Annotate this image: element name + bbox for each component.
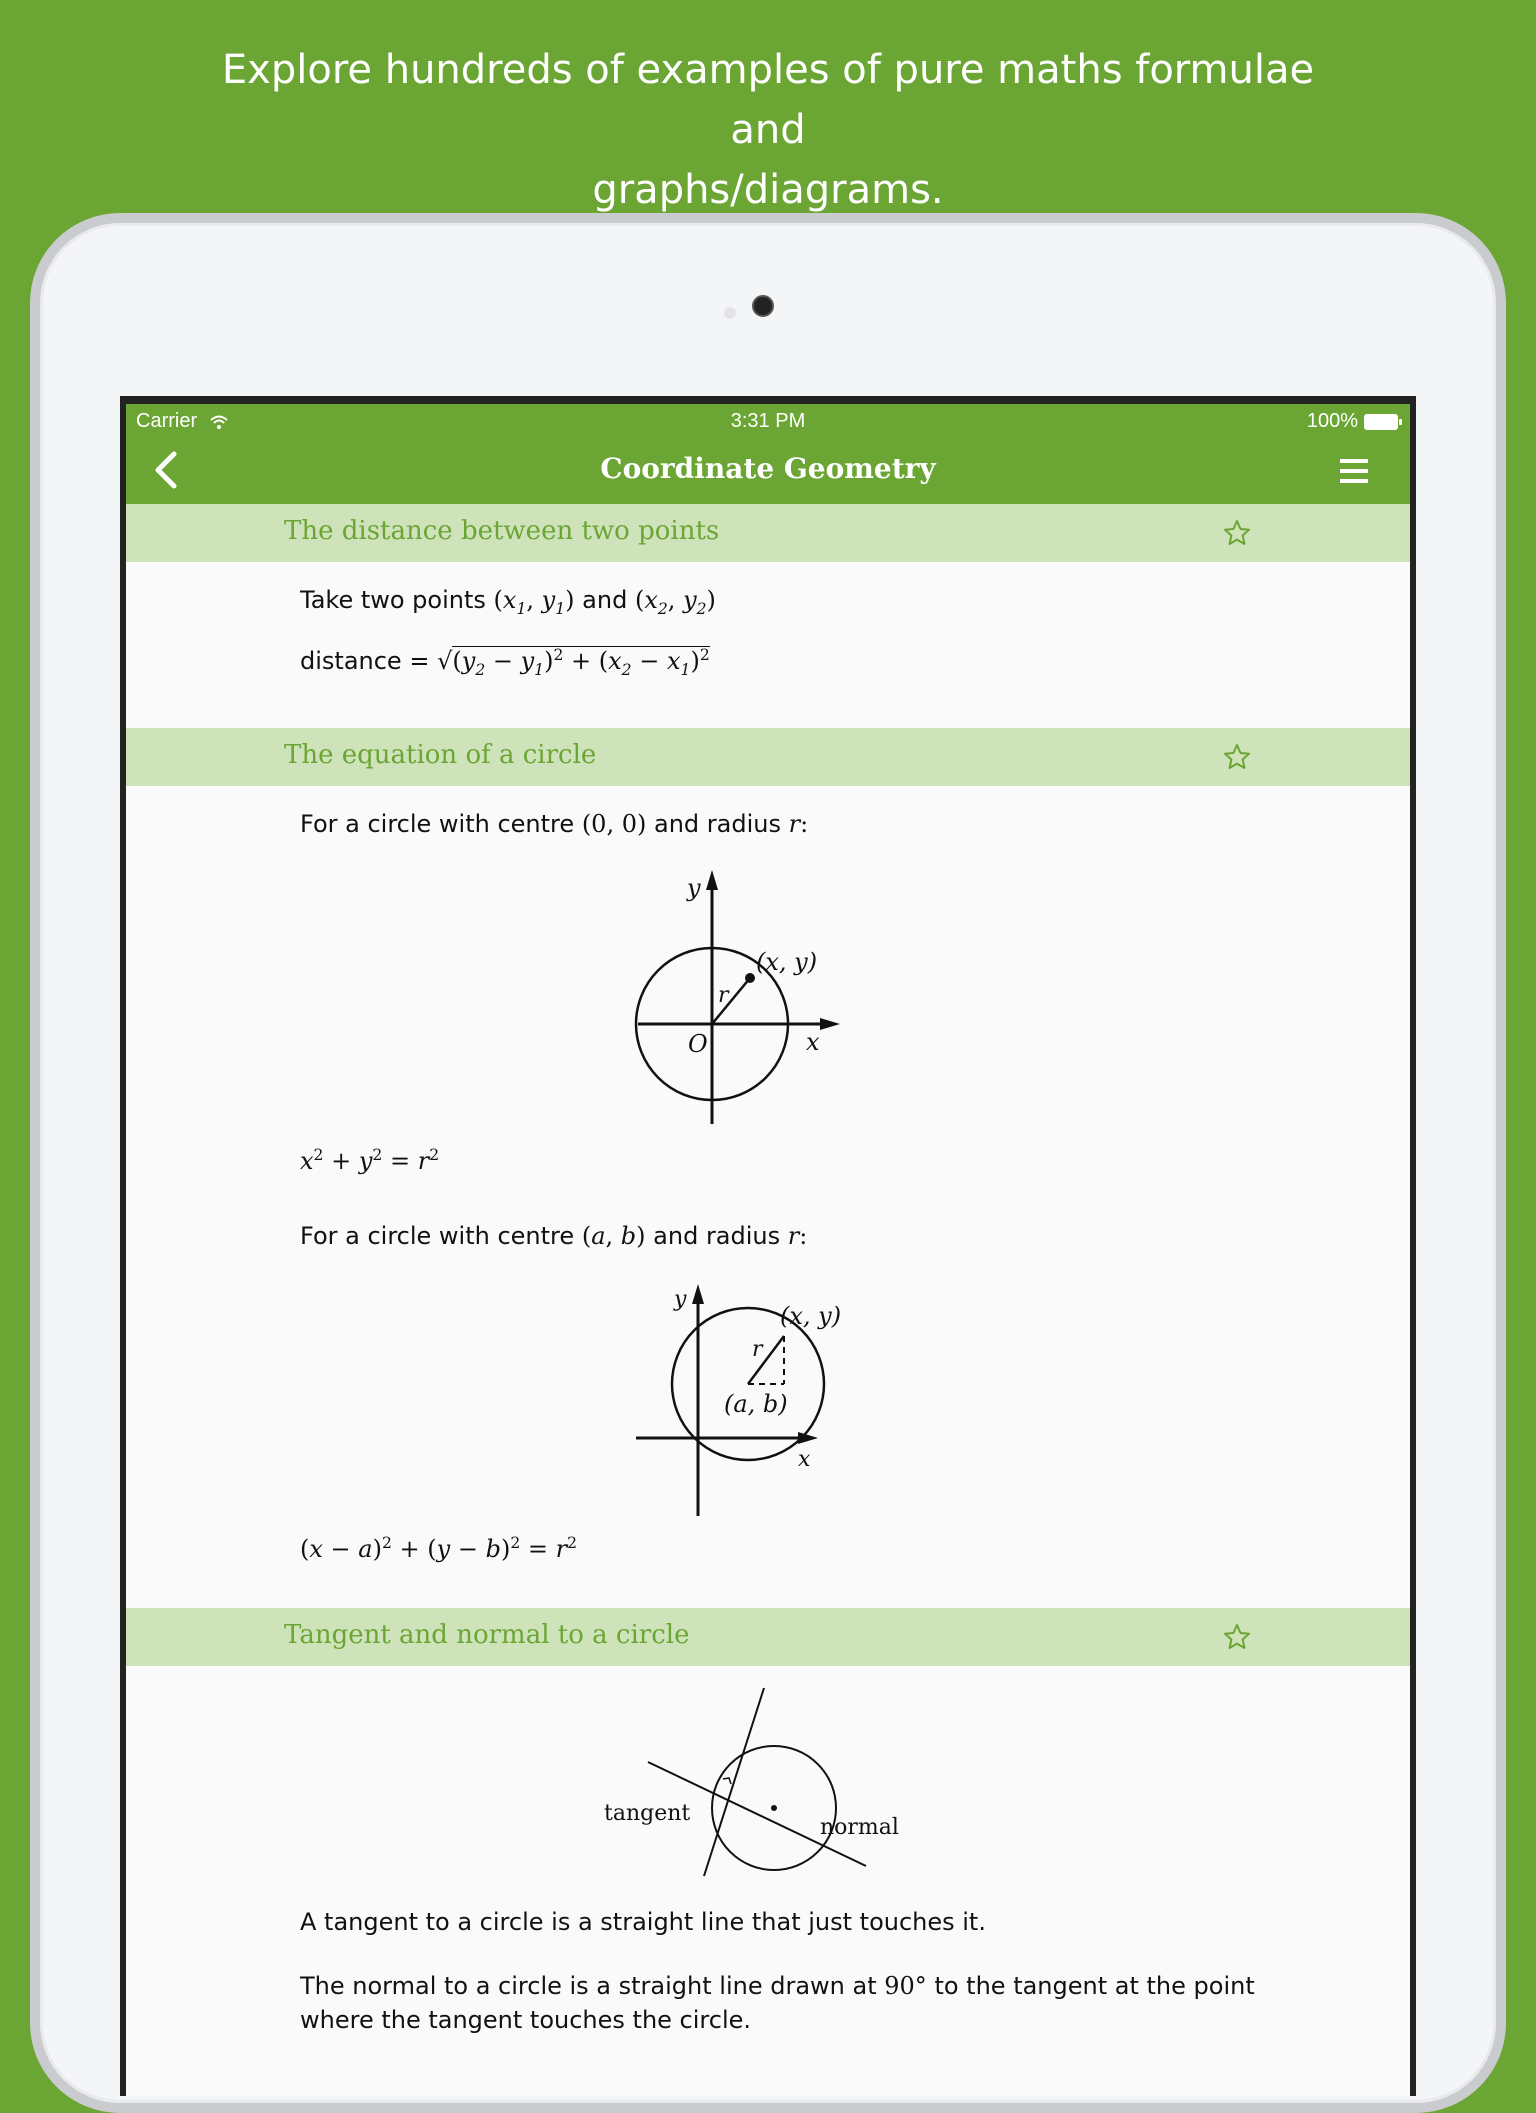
ninety-degree-symbol: 90° (884, 1972, 927, 2000)
origin-formula: (0, 0) (581, 810, 647, 838)
svg-text:r: r (718, 983, 729, 1008)
distance-root-expression: $√(y_2 - y_1)^2 + (x_2 - x_1)^2$ (437, 646, 710, 679)
battery-icon (1364, 414, 1398, 430)
normal-definition-continued: where the tangent touches the circle. (300, 2006, 752, 2034)
star-outline-icon[interactable] (1222, 742, 1252, 772)
carrier-text: Carrier (136, 410, 198, 432)
svg-text:x: x (798, 1447, 811, 1472)
promo-caption (0, 40, 1536, 220)
front-camera (752, 295, 774, 317)
clock: 3:31 PM (730, 410, 806, 432)
circle-intro-text: For a circle with centre (300, 810, 575, 838)
circle-general-equation: $(x - a)^2 + (y - b)^2 = r^2$ (300, 1534, 578, 1563)
star-outline-icon[interactable] (1222, 518, 1252, 548)
svg-text:(x, y): (x, y) (780, 1302, 842, 1330)
section-header-distance[interactable] (126, 504, 1410, 562)
tangent-definition: A tangent to a circle is a straight line that just touches it. (300, 1908, 986, 1936)
section-title: The equation of a circle (284, 740, 597, 770)
promo-line-2: graphs/diagrams. (592, 167, 944, 213)
battery-percent: 100% (1306, 410, 1358, 432)
tangent-normal-diagram (604, 1684, 936, 1884)
app-window (126, 404, 1410, 2096)
normal-text-suffix: to the tangent at the point (934, 1972, 1255, 2000)
status-bar (126, 404, 1410, 438)
svg-text:y: y (687, 874, 701, 902)
svg-text:(x, y): (x, y) (756, 948, 818, 976)
circle-at-origin-diagram (626, 868, 896, 1128)
section-title: The distance between two points (284, 516, 720, 546)
tangent-label: tangent (604, 1801, 691, 1826)
distance-formula (300, 646, 710, 679)
promo-line-1: Explore hundreds of examples of pure maths formulae and (221, 47, 1315, 153)
navigation-bar (126, 438, 1410, 504)
circle-general-diagram (636, 1280, 896, 1520)
star-outline-icon[interactable] (1222, 1622, 1252, 1652)
normal-text-prefix: The normal to a circle is a straight line drawn at (300, 1972, 877, 2000)
point-2-formula: ($x_2$, $y_2$) (634, 586, 716, 618)
section-body-tangent (126, 1666, 1410, 2066)
circle-general-intro (300, 1222, 807, 1250)
centre-formula: (a, b) (581, 1222, 646, 1250)
device-screen (120, 396, 1416, 2096)
front-sensor (724, 307, 736, 319)
intro-text: Take two points (300, 586, 486, 614)
section-header-circle[interactable] (126, 728, 1410, 786)
svg-text:O: O (688, 1030, 708, 1058)
intro-join-text: and (582, 586, 628, 614)
radius-text-2: and radius (653, 1222, 781, 1250)
svg-text:r: r (752, 1337, 763, 1362)
distance-label: distance = (300, 647, 430, 675)
radius-symbol: r: (788, 810, 809, 838)
radius-symbol-2: r: (787, 1222, 808, 1250)
circle-origin-equation: $x^2 + y^2 = r^2$ (300, 1146, 440, 1175)
circle-origin-intro (300, 810, 808, 838)
point-1-formula: ($x_1$, $y_1$) (493, 586, 575, 618)
distance-intro (300, 586, 716, 618)
radius-text: and radius (653, 810, 781, 838)
svg-text:y: y (674, 1287, 687, 1312)
section-title: Tangent and normal to a circle (284, 1620, 690, 1650)
hamburger-menu-icon[interactable] (1338, 456, 1370, 486)
svg-text:(a, b): (a, b) (724, 1390, 788, 1418)
svg-text:x: x (806, 1028, 820, 1056)
normal-definition (300, 1972, 1255, 2000)
battery-indicator (1307, 410, 1398, 433)
normal-label: normal (820, 1815, 899, 1840)
section-body-distance (126, 562, 1410, 728)
page-title: Coordinate Geometry (600, 452, 936, 485)
circle-intro-text-2: For a circle with centre (300, 1222, 575, 1250)
section-body-circle (126, 786, 1410, 1608)
section-header-tangent[interactable] (126, 1608, 1410, 1666)
